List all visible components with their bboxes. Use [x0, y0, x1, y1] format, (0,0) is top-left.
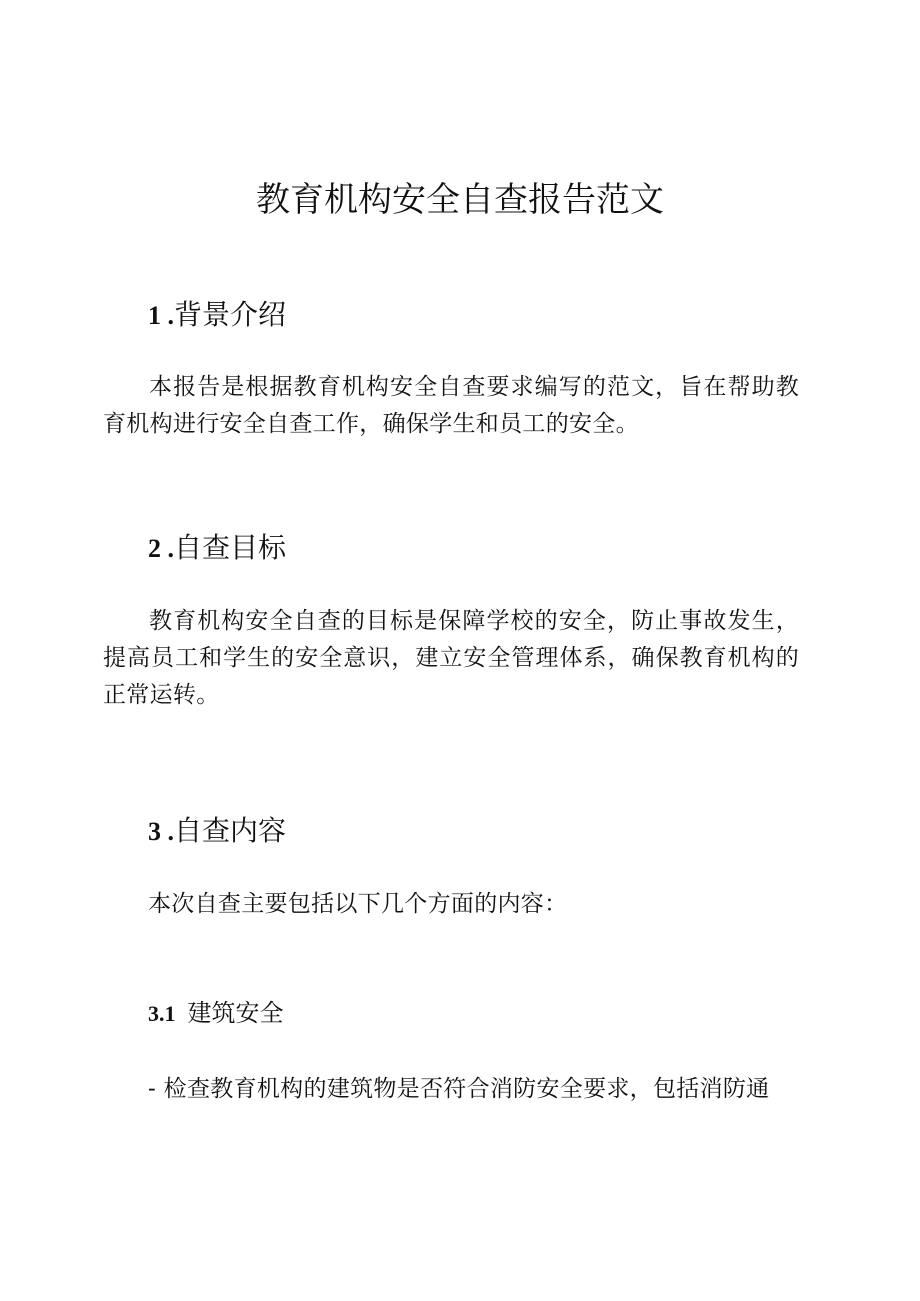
section-3-title: 自查内容	[174, 814, 287, 847]
subsection-3-1-title: 建筑安全	[187, 999, 284, 1027]
section-2-title: 自查目标	[174, 531, 287, 564]
section-3-intro: 本次自查主要包括以下几个方面的内容：	[148, 891, 568, 917]
section-3-number: 3 .	[148, 817, 174, 846]
section-1-title: 背景介绍	[174, 298, 287, 331]
subsection-3-1-heading	[148, 996, 284, 1031]
section-2-number: 2 .	[148, 534, 174, 563]
subsection-3-1-bullet: - 检查教育机构的建筑物是否符合消防安全要求，包括消防通	[148, 1076, 770, 1102]
section-1-heading	[148, 295, 286, 336]
section-1-paragraph: 本报告是根据教育机构安全自查要求编写的范文，旨在帮助教育机构进行安全自查工作，确保学生和员工的安全。	[103, 374, 799, 437]
section-3-heading	[148, 811, 286, 852]
subsection-3-1-number: 3.1	[148, 1001, 176, 1026]
document-title: 教育机构安全自查报告范文	[256, 180, 664, 220]
section-2-paragraph: 教育机构安全自查的目标是保障学校的安全，防止事故发生，提高员工和学生的安全意识，建立安全管理体系，确保教育机构的正常运转。	[103, 608, 799, 708]
section-2-heading	[148, 528, 286, 569]
section-1-number: 1 .	[148, 301, 174, 330]
